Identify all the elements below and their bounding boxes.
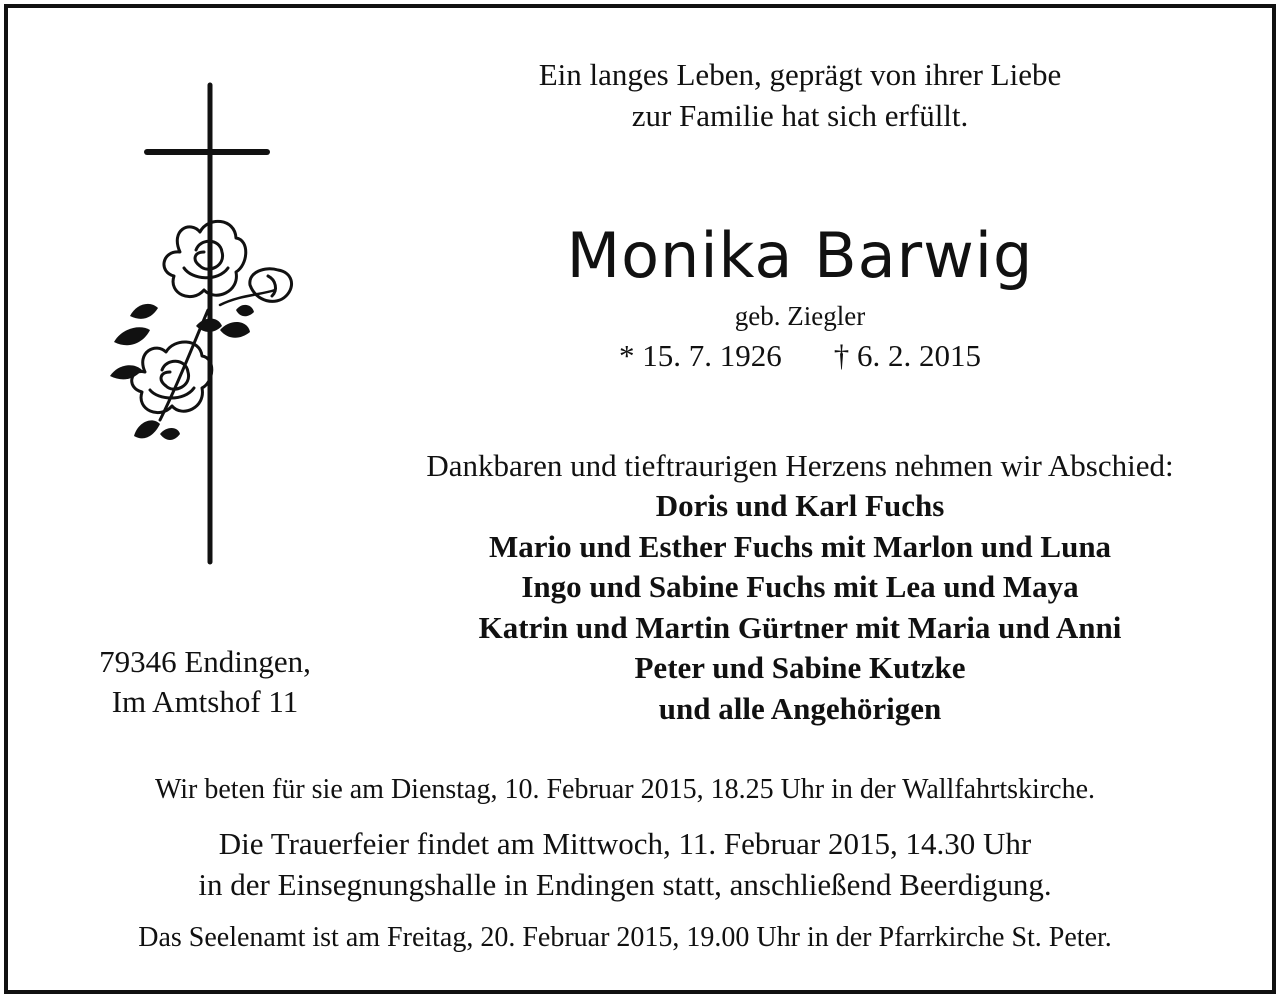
address-block [60,642,350,722]
ceremony-line: in der Einsegnungshalle in Endingen statt, anschließend Beerdigung. [198,867,1052,902]
quote-line: zur Familie hat sich erfüllt. [631,98,969,133]
memorial-quote [390,54,1210,136]
mourner-line: Mario und Esther Fuchs mit Marlon und Luna [488,528,1112,564]
mourners-list [360,486,1240,729]
birth-date: * 15. 7. 1926 [619,338,782,373]
quote-line: Ein langes Leben, geprägt von ihrer Liebe [538,57,1062,92]
address-line: 79346 Endingen, [99,644,311,679]
requiem-notice: Das Seelenamt ist am Freitag, 20. Februar 2015, 19.00 Uhr in der Pfarrkirche St. Peter. [138,922,1112,953]
ceremony-line: Die Trauerfeier findet am Mittwoch, 11. Februar 2015, 14.30 Uhr [218,826,1032,861]
farewell-line: Dankbaren und tieftraurigen Herzens nehmen wir Abschied: [426,448,1174,483]
address-line: Im Amtshof 11 [111,684,299,719]
mourner-line: Ingo und Sabine Fuchs mit Lea und Maya [521,569,1079,604]
mourner-line: und alle Angehörigen [658,690,942,726]
mourner-line: Peter und Sabine Kutzke [634,650,966,685]
mourner-line: Katrin und Martin Gürtner mit Maria und Anni [478,609,1122,645]
death-date: † 6. 2. 2015 [833,338,981,373]
ceremony-notice [20,823,1230,905]
life-dates [390,336,1210,376]
prayer-notice: Wir beten für sie am Dienstag, 10. Februar 2015, 18.25 Uhr in der Wallfahrtskirche. [154,774,1096,805]
mourner-line: Doris und Karl Fuchs [655,488,945,523]
deceased-name: Monika Barwig [566,219,1034,292]
cross-with-roses-icon [100,80,310,580]
birth-name: geb. Ziegler [734,301,866,331]
